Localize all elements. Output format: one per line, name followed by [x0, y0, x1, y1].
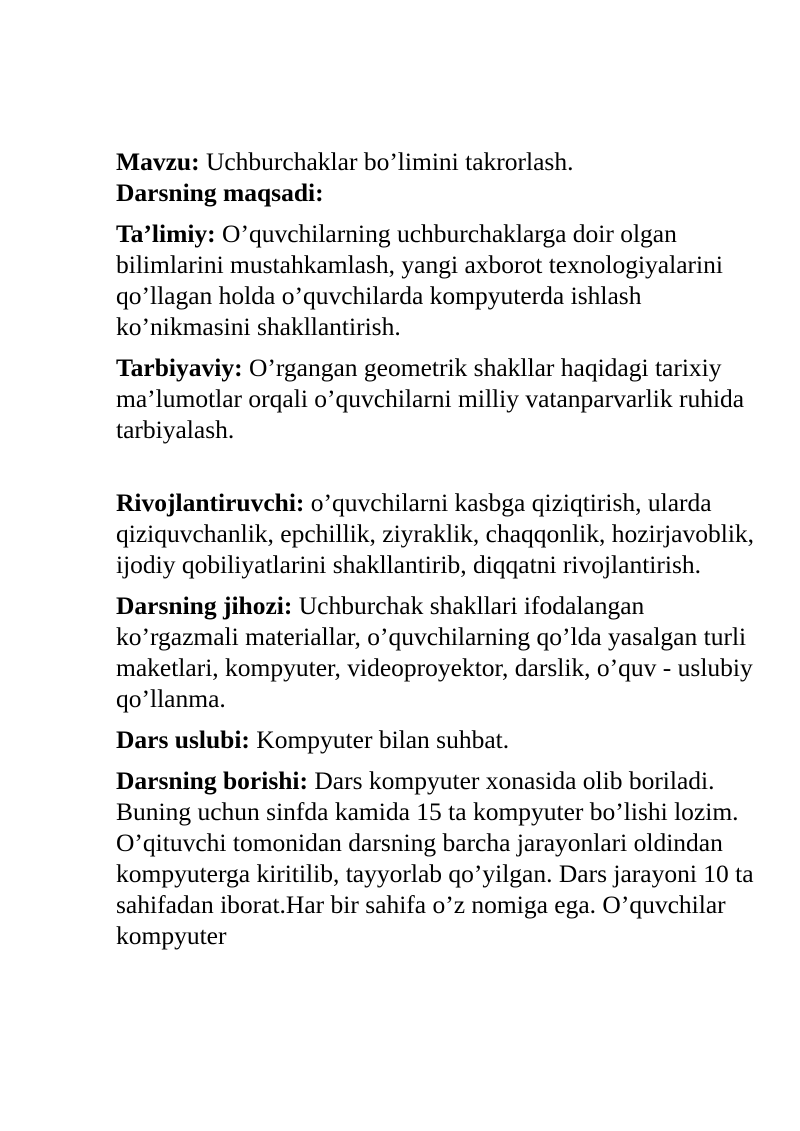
- method-label: Dars uslubi:: [116, 725, 250, 754]
- educational-paragraph: [116, 218, 756, 342]
- topic-label: Mavzu:: [116, 147, 200, 176]
- procedure-label: Darsning borishi:: [116, 766, 308, 795]
- goal-heading: Darsning maqsadi:: [116, 178, 324, 207]
- method-text: Kompyuter bilan suhbat.: [249, 725, 510, 754]
- educational-text: O’quvchilarning uchburchaklarga doir olgan bilimlarini mustahkamlash, yangi axborot texnologiyalarini qo’llagan holda o’quvchilarda kompyuterda ishlash ko’nikmasini shakllantirish.: [116, 219, 723, 341]
- developmental-label: Rivojlantiruvchi:: [116, 488, 305, 517]
- upbringing-paragraph: [116, 352, 756, 445]
- procedure-paragraph: [116, 765, 756, 951]
- equipment-text: Uchburchak shakllari ifodalangan ko’rgazmali materiallar, o’quvchilarning qo’lda yasalgan turli maketlari, kompyuter, videoproyektor, darslik, o’quv - uslubiy qo’llanma.: [116, 591, 753, 713]
- developmental-text: o’quvchilarni kasbga qiziqtirish, ularda qiziquvchanlik, epchillik, ziyraklik, chaqqonlik, hozirjavoblik, ijodiy qobiliyatlarini shakllantirib, diqqatni rivojlantirish.: [116, 488, 755, 579]
- equipment-label: Darsning jihozi:: [116, 591, 293, 620]
- educational-label: Ta’limiy:: [116, 219, 216, 248]
- document-page: [116, 146, 756, 951]
- developmental-paragraph: [116, 487, 756, 580]
- procedure-text: Dars kompyuter xonasida olib boriladi. Buning uchun sinfda kamida 15 ta kompyuter bo’lishi lozim. O’qituvchi tomonidan darsning barcha jarayonlari oldindan kompyuterga kiritilib, tayyorlab qo’yilgan. Dars jarayoni 10 ta sahifadan iborat.Har bir sahifa o’z nomiga ega. O’quvchilar kompyuter: [116, 766, 754, 950]
- topic-paragraph: [116, 146, 756, 177]
- method-paragraph: [116, 724, 756, 755]
- upbringing-label: Tarbiyaviy:: [116, 353, 243, 382]
- upbringing-text: O’rgangan geometrik shakllar haqidagi tarixiy ma’lumotlar orqali o’quvchilarni milliy vatanparvarlik ruhida tarbiyalash.: [116, 353, 745, 444]
- equipment-paragraph: [116, 590, 756, 714]
- topic-text: Uchburchaklar bo’limini takrorlash.: [199, 147, 574, 176]
